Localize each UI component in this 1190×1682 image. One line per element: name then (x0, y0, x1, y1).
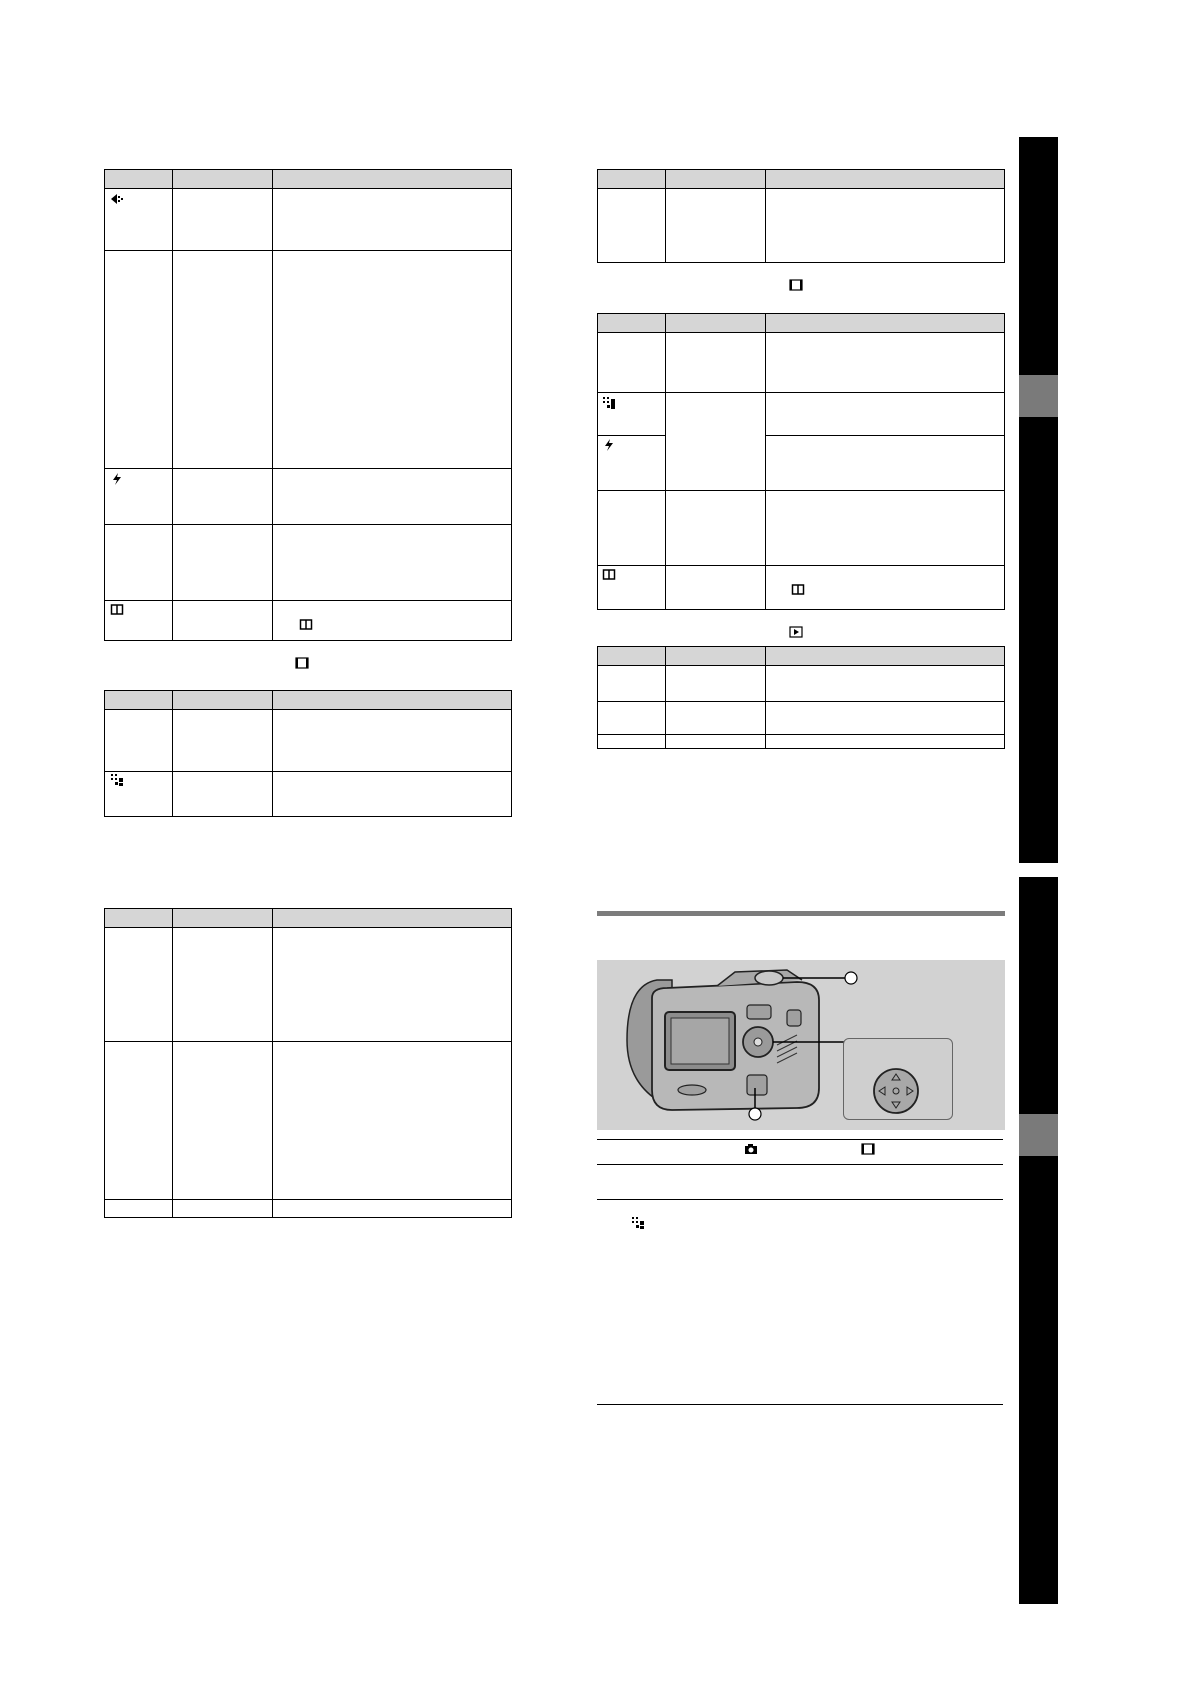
column-divider (172, 170, 173, 640)
table-header (598, 647, 1004, 666)
table-row (598, 565, 1004, 566)
flash-level-icon (110, 472, 124, 486)
table-header (105, 170, 511, 189)
table-row (105, 468, 511, 469)
movie-mode-icon (861, 1143, 875, 1155)
table-header (105, 909, 511, 928)
side-tab-upper (1019, 137, 1058, 863)
playback-mode-icon (789, 626, 803, 638)
table-row (105, 600, 511, 601)
side-tab-marker-lower (1019, 1114, 1058, 1156)
table-header (105, 691, 511, 710)
settings-table-3 (104, 908, 512, 1218)
table-row (105, 1041, 511, 1042)
table-row (105, 250, 511, 251)
control-button-icon (844, 1039, 952, 1119)
camera-illustration (597, 960, 1005, 1130)
divider-line (597, 1139, 1003, 1140)
table-header (598, 314, 1004, 333)
column-divider (272, 909, 273, 1217)
print-icon (110, 603, 124, 617)
flash-level-icon (602, 438, 616, 452)
image-quality-icon (110, 192, 124, 206)
settings-table-2 (104, 690, 512, 817)
table-row (105, 1199, 511, 1200)
column-divider (665, 170, 666, 262)
settings-table-5 (597, 313, 1005, 610)
table-row (598, 392, 1004, 393)
column-divider (172, 691, 173, 816)
section-heading-bar (597, 911, 1005, 916)
divider-line (597, 1199, 1003, 1200)
settings-table-4 (597, 169, 1005, 263)
table-row (598, 490, 1004, 491)
side-tab-lower (1019, 877, 1058, 1604)
settings-table-1 (104, 169, 512, 641)
camera-mode-icon (744, 1143, 758, 1155)
settings-table-6 (597, 646, 1005, 749)
column-divider (272, 691, 273, 816)
print-icon (299, 618, 313, 632)
divider-line (597, 1404, 1003, 1405)
table-row (105, 524, 511, 525)
table-row (105, 771, 511, 772)
column-divider (172, 909, 173, 1217)
column-divider (272, 170, 273, 640)
table-row (598, 734, 1004, 735)
table-row (598, 435, 665, 436)
image-size-icon (602, 396, 616, 410)
table-row (598, 701, 1004, 702)
movie-mode-icon (789, 279, 803, 291)
column-divider (665, 647, 666, 748)
control-button-closeup (843, 1038, 953, 1120)
print-icon (791, 583, 805, 597)
image-size-icon (631, 1216, 645, 1230)
column-divider (765, 170, 766, 262)
table-row (765, 435, 1004, 436)
column-divider (765, 647, 766, 748)
image-size-icon (110, 773, 124, 787)
movie-mode-icon (295, 657, 309, 669)
side-tab-marker-upper (1019, 375, 1058, 417)
table-header (598, 170, 1004, 189)
divider-line (597, 1164, 1003, 1165)
print-icon (602, 568, 616, 582)
